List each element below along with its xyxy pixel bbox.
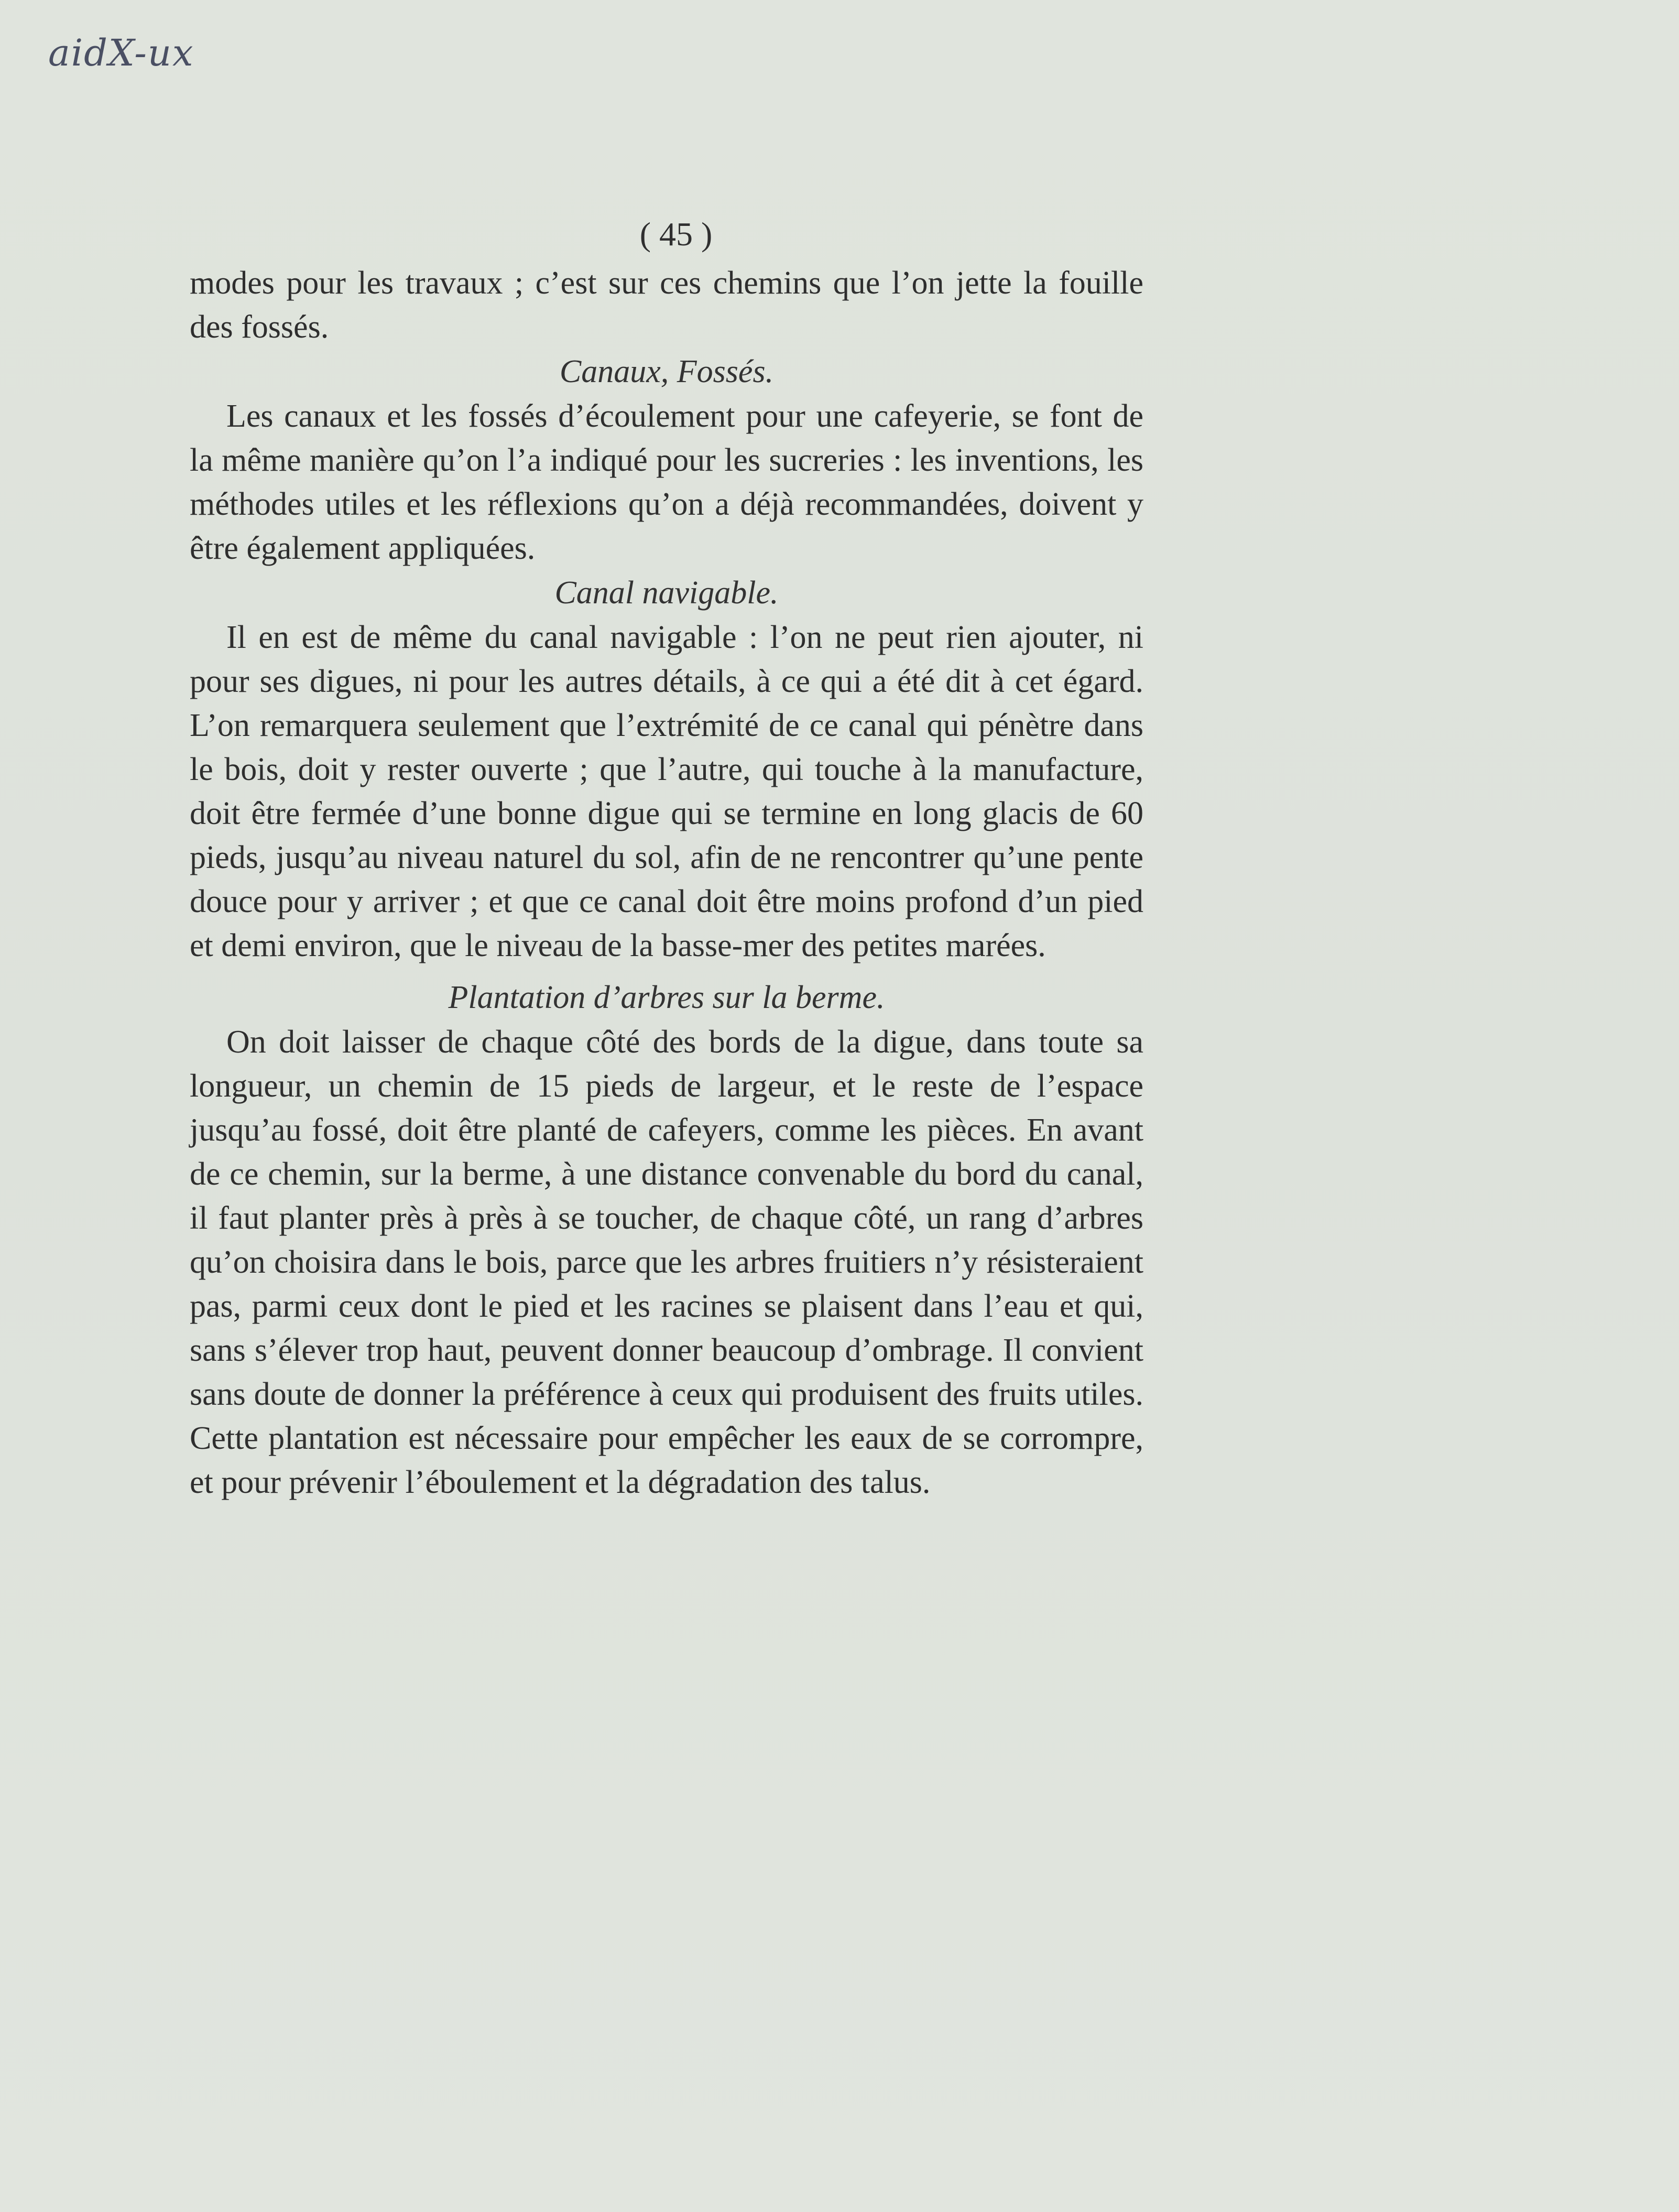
paragraph-canal-navigable: Il en est de même du canal navigable : l’on ne peut rien ajouter, ni pour ses digues, ni pour les autres détails, à ce qui a été dit à cet égard. L’on remarquera seulement que l’extrémité de ce canal qui pénètre dans le bois, doit y rester ouverte ; que l’autre, qui touche à la manufacture, doit être fermée d’une bonne digue qui se termine en long glacis de 60 pieds, jusqu’au niveau naturel du sol, afin de ne rencontrer qu’une pente douce pour y arriver ; et que ce canal doit être moins profond d’un pied et demi environ, que le niveau de la basse-mer des petites marées. [190, 620, 1143, 963]
heading-canal-navigable: Canal navigable. [554, 575, 779, 611]
heading-plantation: Plantation d’arbres sur la berme. [448, 980, 885, 1015]
paragraph-plantation: On doit laisser de chaque côté des bords de la digue, dans toute sa longueur, un chemin de 15 pieds de largeur, et le reste de l’espace jusqu’au fossé, doit être planté de cafeyers, comme les pièces. En avant de ce chemin, sur la berme, à une distance convenable du bord du canal, il faut planter près à près à se toucher, de chaque côté, un rang d’arbres qu’on choisira dans le bois, parce que les arbres fruitiers n’y résisteraient pas, parmi ceux dont le pied et les racines se plaisent dans l’eau et qui, sans s’élever trop haut, peuvent donner beaucoup d’ombrage. Il convient sans doute de donner la préférence à ceux qui produisent des fruits utiles. Cette plantation est nécessaire pour empêcher les eaux de se corrompre, et pour prévenir l’éboulement et la dégradation des talus. [190, 1024, 1143, 1500]
handwritten-note: aidX-ux [48, 31, 194, 74]
heading-canaux-fosses: Canaux, Fossés. [559, 354, 774, 389]
paragraph-intro: modes pour les travaux ; c’est sur ces chemins que l’on jette la fouille des fossés. [190, 265, 1143, 345]
body-text [190, 261, 1143, 1504]
page-number: ( 45 ) [639, 215, 713, 253]
paragraph-canaux: Les canaux et les fossés d’écoulement pour une cafeyerie, se font de la même manière qu’on l’a indiqué pour les sucreries : les inventions, les méthodes utiles et les réflexions qu’on a déjà recommandées, doivent y être également appliquées. [190, 398, 1143, 566]
